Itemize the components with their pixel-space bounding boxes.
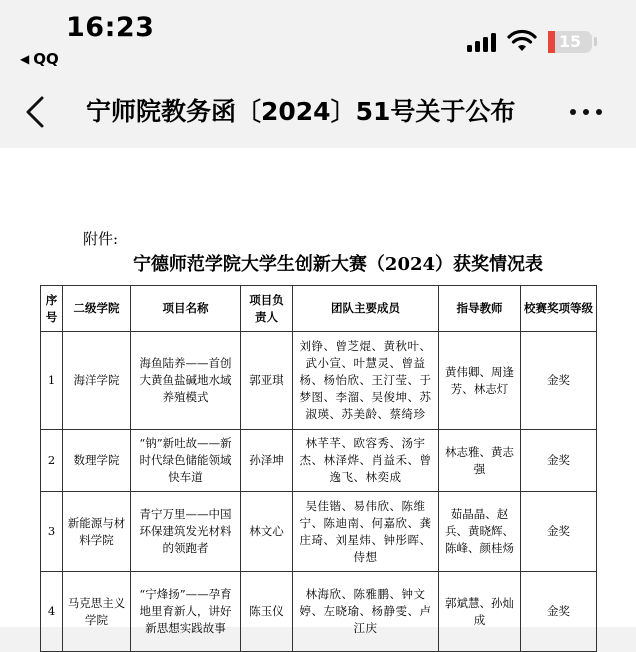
cell-no: 3 (41, 492, 63, 572)
table-header-row (41, 286, 597, 332)
cell-advisor: 郭斌慧、孙灿成 (439, 572, 521, 652)
cell-college: 数理学院 (63, 430, 131, 492)
cell-award: 金奖 (521, 572, 597, 652)
cell-advisor: 茹晶晶、赵兵、黄晓辉、陈峰、颜桂炀 (439, 492, 521, 572)
back-triangle-icon: ◀ (20, 52, 30, 66)
cell-project: “宁烽扬”——孕育地里育新人，讲好新思想实践故事 (131, 572, 241, 652)
header-leader: 项目负责人 (241, 286, 293, 332)
status-bar (0, 0, 636, 76)
back-to-app-button[interactable] (20, 50, 59, 68)
cell-project: 海鱼陆养——首创大黄鱼盐碱地水域养殖模式 (131, 332, 241, 430)
header-award: 校赛奖项等级 (521, 286, 597, 332)
header-no: 序号 (41, 286, 63, 332)
cell-no: 1 (41, 332, 63, 430)
cell-members: 林海欣、陈雅鹏、钟文婷、左晓瑜、杨静雯、卢江庆 (293, 572, 439, 652)
header-project: 项目名称 (131, 286, 241, 332)
page-title: 宁师院教务函〔2024〕51号关于公布 (86, 97, 516, 126)
cell-college: 新能源与材料学院 (63, 492, 131, 572)
cell-advisor: 黄伟卿、周逢芳、林志灯 (439, 332, 521, 430)
battery-icon (548, 31, 592, 53)
table-row (41, 430, 597, 492)
cell-leader: 林文心 (241, 492, 293, 572)
cell-no: 4 (41, 572, 63, 652)
more-options-icon[interactable] (570, 104, 610, 120)
chevron-left-icon[interactable] (20, 92, 50, 132)
header-advisor: 指导教师 (439, 286, 521, 332)
award-table (40, 285, 597, 652)
cell-advisor: 林志雅、黄志强 (439, 430, 521, 492)
cell-no: 2 (41, 430, 63, 492)
status-time: 16:23 (66, 12, 155, 43)
cell-award: 金奖 (521, 430, 597, 492)
cell-leader: 陈玉仪 (241, 572, 293, 652)
cell-members: 林芊芊、欧容秀、汤宇杰、林泽烨、肖益禾、曾逸飞、林奕成 (293, 430, 439, 492)
nav-bar (0, 76, 636, 148)
cell-award: 金奖 (521, 332, 597, 430)
table-row (41, 492, 597, 572)
header-college: 二级学院 (63, 286, 131, 332)
table-row (41, 332, 597, 430)
header-members: 团队主要成员 (293, 286, 439, 332)
battery-percent: 15 (558, 32, 582, 51)
cell-project: “钠”新吐故——新时代绿色储能领域快车道 (131, 430, 241, 492)
attachment-label: 附件: (83, 230, 119, 248)
document-view[interactable] (0, 148, 636, 635)
cell-college: 马克思主义学院 (63, 572, 131, 652)
cell-leader: 孙泽坤 (241, 430, 293, 492)
cell-award: 金奖 (521, 492, 597, 572)
battery-tip (594, 37, 597, 46)
cellular-signal-icon (467, 32, 497, 52)
document-title: 宁德师范学院大学生创新大赛（2024）获奖情况表 (132, 254, 544, 275)
cell-project: 青宁万里——中国环保建筑发光材料的领跑者 (131, 492, 241, 572)
back-app-label: QQ (33, 50, 59, 68)
table-row (41, 572, 597, 652)
cell-members: 吴佳锴、易伟欣、陈维宁、陈迪南、何嘉欣、龚庄琦、刘星炜、钟彤晖、侍想 (293, 492, 439, 572)
cell-leader: 郭亚琪 (241, 332, 293, 430)
cell-members: 刘铮、曾芝焜、黄秋叶、武小宣、叶慧灵、曾益杨、杨怡欣、王汀莹、于梦图、李溜、吴俊坤、苏淑瑛、苏美龄、蔡绮珍 (293, 332, 439, 430)
cell-college: 海洋学院 (63, 332, 131, 430)
wifi-icon (507, 30, 537, 52)
